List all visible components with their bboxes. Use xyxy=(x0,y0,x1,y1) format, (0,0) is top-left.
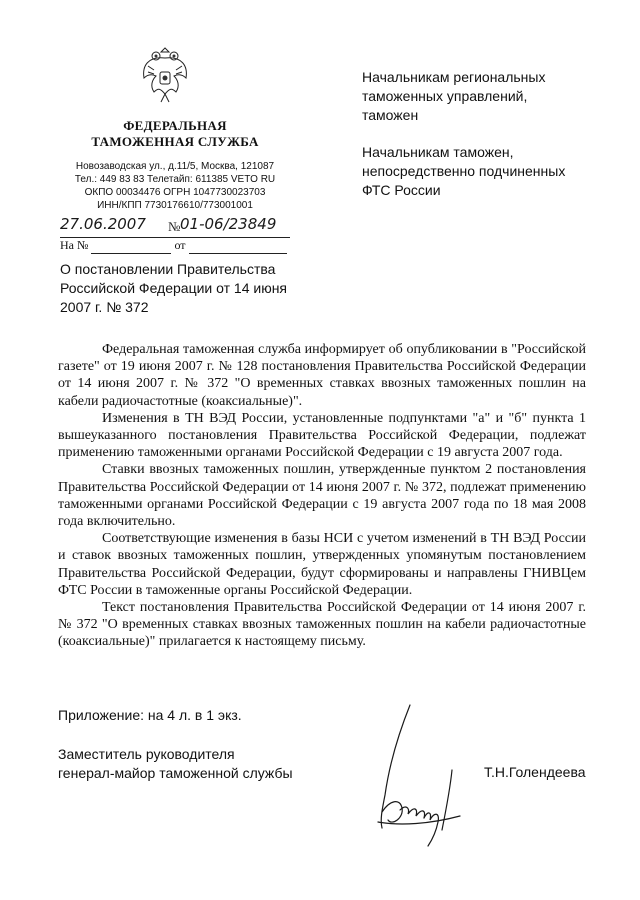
body-paragraph: Ставки ввозных таможенных пошлин, утвержденные пунктом 2 постановления Правительства Российской Федерации от 14 июня 2007 г. № 372, подлежат применению таможенными органами Российской Федерации с 19 августа 2007 года по 18 мая 2008 года включительно. xyxy=(58,462,586,530)
org-name-line2: ТАМОЖЕННАЯ СЛУЖБА xyxy=(91,134,259,149)
reference-line xyxy=(60,238,290,254)
recipient-line: таможенных управлений, xyxy=(362,88,528,104)
recipient-group-1 xyxy=(362,68,612,125)
registration-number: 01-06/23849 xyxy=(180,215,277,233)
letter-subject xyxy=(60,260,320,317)
sender-phones: Тел.: 449 83 83 Телетайп: 611385 VETO RU xyxy=(74,174,276,185)
recipient-line: непосредственно подчиненных xyxy=(362,163,566,179)
subject-line: 2007 г. № 372 xyxy=(60,299,149,315)
handwritten-signature-icon xyxy=(370,700,470,850)
sender-address: Новозаводская ул., д.11/5, Москва, 121087 xyxy=(75,161,275,172)
signatory-title-line: генерал-майор таможенной службы xyxy=(58,765,293,781)
recipient-group-2 xyxy=(362,143,612,200)
recipient-line: Начальникам региональных xyxy=(362,69,546,85)
letter-body xyxy=(58,341,586,651)
ref-from-label: от xyxy=(174,238,186,252)
org-name-line1: ФЕДЕРАЛЬНАЯ xyxy=(123,118,227,133)
subject-line: Российской Федерации от 14 июня xyxy=(60,280,288,296)
ref-date-blank xyxy=(189,238,287,254)
registration-number-label: № xyxy=(168,219,181,234)
body-paragraph: Текст постановления Правительства Российской Федерации от 14 июня 2007 г. № 372 "О временных ставках ввозных таможенных пошлин на кабели радиочастотные (коаксиальные)" прилагается к настоящему письму. xyxy=(58,600,586,650)
sender-codes: ОКПО 00034476 ОГРН 1047730023703 xyxy=(84,187,266,198)
body-paragraph: Федеральная таможенная служба информирует об опубликовании в "Российской газете" от 19 июня 2007 г. № 128 постановления Правительства Российской Федерации от 14 июня 2007 г. № 372 "О временных ставках ввозных таможенных пошлин на кабели радиочастотные (коаксиальные)". xyxy=(58,342,586,409)
signatory-name: Т.Н.Голендеева xyxy=(484,764,586,780)
sender-contact-block xyxy=(60,160,290,212)
recipient-line: Начальникам таможен, xyxy=(362,144,514,160)
signatory-title-line: Заместитель руководителя xyxy=(58,746,235,762)
body-paragraph: Изменения в ТН ВЭД России, установленные подпунктами "а" и "б" пункта 1 вышеуказанного постановления Правительства Российской Федерации, подлежат применению таможенными органами Российской Федерации с 19 августа 2007 года. xyxy=(58,410,586,461)
registration-date: 27.06.2007 xyxy=(60,215,146,233)
signatory-title xyxy=(58,745,293,783)
registration-line xyxy=(60,215,290,238)
ref-number-blank xyxy=(91,238,171,254)
attachment-note: Приложение: на 4 л. в 1 экз. xyxy=(58,707,242,723)
ref-number-label: На № xyxy=(60,238,89,252)
recipient-line: таможен xyxy=(362,107,419,123)
body-paragraph: Соответствующие изменения в базы НСИ с учетом изменений в ТН ВЭД России и ставок ввозных таможенных пошлин, утвержденных упомянутым постановлением Правительства Российской Федерации, будут сформированы и направлены ГНИВЦем ФТС России в таможенные органы Российской Федерации. xyxy=(58,531,586,598)
sender-inn: ИНН/КПП 7730176610/773001001 xyxy=(97,200,253,211)
recipient-line: ФТС России xyxy=(362,182,441,198)
coat-of-arms-icon xyxy=(138,44,192,106)
subject-line: О постановлении Правительства xyxy=(60,261,276,277)
